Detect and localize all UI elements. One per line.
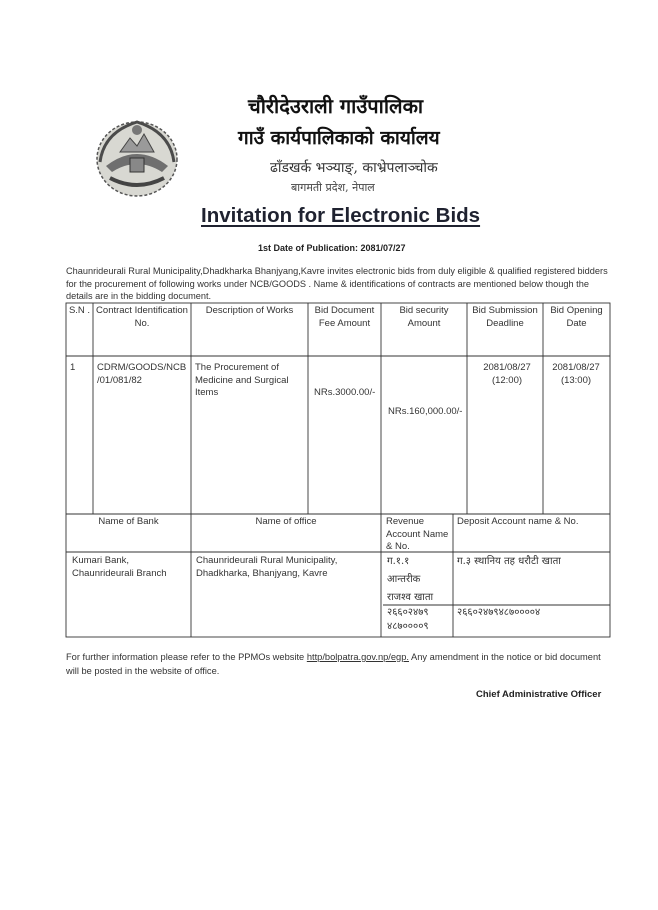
header-opening-date: Bid Opening Date bbox=[550, 305, 603, 329]
footer-note bbox=[66, 650, 610, 678]
row-contract-id: CDRM/GOODS/NCB /01/081/82 bbox=[97, 362, 187, 386]
page-title: Invitation for Electronic Bids bbox=[201, 204, 481, 227]
row-sn: 1 bbox=[70, 362, 76, 373]
bank-name: Kumari Bank, Chaunrideurali Branch bbox=[72, 555, 167, 579]
revenue-account-number: २६६०२४७९ ४८७००००९ bbox=[387, 607, 429, 632]
row-submission-deadline: 2081/08/27 (12:00) bbox=[483, 362, 531, 386]
office-address: ढाँडखर्क भञ्याङ्, काभ्रेपलाञ्चोक bbox=[270, 160, 438, 176]
row-bid-security: NRs.160,000.00/- bbox=[388, 406, 463, 417]
office-full-name: Chaunrideurali Rural Municipality, Dhadkharka, Bhanjyang, Kavre bbox=[196, 555, 338, 579]
deposit-account-name: ग.३ स्थानिय तह धरौटी खाता bbox=[457, 556, 561, 567]
header-revenue-account: Revenue Account Name & No. bbox=[386, 516, 449, 552]
row-bid-fee: NRs.3000.00/- bbox=[314, 387, 376, 398]
ppmo-website-link[interactable]: http/bolpatra.gov.np/egp. bbox=[306, 652, 409, 662]
header-submission-deadline: Bid Submission Deadline bbox=[472, 305, 538, 329]
row-opening-date: 2081/08/27 (13:00) bbox=[552, 362, 600, 386]
signature-title: Chief Administrative Officer bbox=[476, 689, 602, 700]
header-bid-security: Bid security Amount bbox=[399, 305, 449, 329]
nepal-emblem-icon bbox=[92, 112, 182, 198]
header-bid-fee: Bid Document Fee Amount bbox=[314, 305, 375, 329]
deposit-account-number: २६६०२४७९४८७००००४ bbox=[457, 607, 541, 618]
header-sn: S.N . bbox=[68, 305, 91, 316]
header-bank-name: Name of Bank bbox=[98, 516, 159, 527]
revenue-account-name: ग.१.१ आन्तरीक राजश्व खाता bbox=[387, 556, 434, 603]
header-deposit-account: Deposit Account name & No. bbox=[457, 516, 579, 527]
municipality-name: चौरीदेउराली गाउँपालिका bbox=[248, 94, 424, 118]
header-office-name: Name of office bbox=[255, 516, 317, 527]
intro-paragraph: Chaunrideurali Rural Municipality,Dhadkharka Bhanjyang,Kavre invites electronic bids from duly eligible & qualified registered bidders for the procurement of following works under NCB/GOODS . Name & identifications of contracts are mentioned below though the details are in the bidding document. bbox=[66, 266, 608, 301]
publication-date: 1st Date of Publication: 2081/07/27 bbox=[258, 243, 406, 253]
row-description: The Procurement of Medicine and Surgical Items bbox=[195, 362, 289, 398]
header-description: Description of Works bbox=[205, 305, 294, 316]
office-name: गाउँ कार्यपालिकाको कार्यालय bbox=[238, 127, 440, 149]
province-name: बागमती प्रदेश, नेपाल bbox=[291, 181, 375, 194]
header-contract-id: Contract Identification No. bbox=[96, 305, 188, 329]
footer-text-before: For further information please refer to the PPMOs website bbox=[66, 652, 305, 662]
footer-text-after: Any amendment in the notice or bid document will be posted in the website of office. bbox=[66, 652, 601, 676]
